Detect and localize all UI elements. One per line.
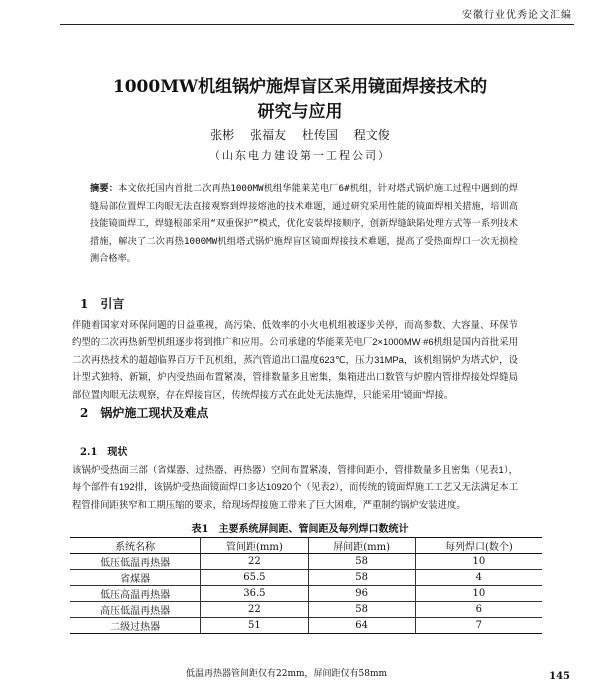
table-cell: 58 bbox=[308, 554, 415, 570]
table-cell: 51 bbox=[201, 618, 308, 634]
page-number: 145 bbox=[549, 671, 570, 682]
table-cell: 省煤器 bbox=[70, 570, 201, 586]
author-name: 杜传国 bbox=[301, 128, 338, 142]
author-name: 程文俊 bbox=[353, 128, 390, 142]
table-row bbox=[70, 570, 542, 586]
table-footnote: 低温再热器管间距仅有22mm，屏间距仅有58mm bbox=[186, 669, 388, 679]
author-list bbox=[0, 126, 600, 143]
running-head: 安徽行业优秀论文汇编 bbox=[462, 10, 572, 21]
author-name: 张福友 bbox=[250, 128, 287, 142]
table-cell: 96 bbox=[308, 586, 415, 602]
table-row bbox=[70, 602, 542, 618]
abstract bbox=[90, 180, 518, 268]
paper-title-line-2: 研究与应用 bbox=[257, 102, 343, 122]
table-row bbox=[70, 586, 542, 602]
header-rule bbox=[60, 24, 574, 25]
table-cell: 58 bbox=[308, 570, 415, 586]
table-row bbox=[70, 554, 542, 570]
column-header: 每列焊口(数个) bbox=[415, 538, 542, 554]
data-table bbox=[70, 537, 542, 634]
column-header: 屏间距(mm) bbox=[308, 538, 415, 554]
table-cell: 6 bbox=[415, 602, 542, 618]
table-cell: 高压低温再热器 bbox=[70, 602, 201, 618]
table-caption: 表1 主要系统屏间距、管间距及每列焊口数统计 bbox=[191, 524, 409, 535]
section-1-paragraph: 伴随着国家对环保问题的日益重视，高污染、低效率的小火电机组被逐步关停，而高参数、大容量、环保节约型的二次再热新型机组逐步将到推广和应用。公司承建的华能莱芜电厂2×1000MW #6机组是国内首批采用二次再热技术的超超临界百万千瓦机组，蒸汽管道出口温度623℃，压力31MPa，该机组锅炉为塔式炉，设计型式独特、新颖，炉内受热面布置紧凑，管排数量多且密集，集箱进出口数管与炉膛内管排焊接处焊缝局部位置肉眼无法观察，存在焊接盲区，传统焊接方式在此处无法施焊，只能采用“镜面”焊接。 bbox=[72, 319, 518, 400]
abstract-label: 摘要： bbox=[90, 183, 119, 194]
affiliation: （山东电力建设第一工程公司） bbox=[209, 149, 391, 162]
section-2-heading: 2 锅炉施工现状及难点 bbox=[80, 406, 209, 420]
table-cell: 64 bbox=[308, 618, 415, 634]
table-cell: 低压高温再热器 bbox=[70, 586, 201, 602]
abstract-text: 本文依托国内首批二次再热1000MW机组华能莱芜电厂6#机组，针对塔式锅炉施工过程中遇到的焊缝局部位置焊工肉眼无法直接观察到焊接熔池的技术难题，通过研究采用性能的镜面焊相关措施，培训高技能镜面焊工，焊缝根部采用“双重保护”模式，优化安装焊接顺序，创新焊缝缺陷处理方式等一系列技术措施，解决了二次再热1000MW机组塔式锅炉施焊盲区镜面焊接技术难题，提高了受热面焊口一次无损检测合格率。 bbox=[90, 183, 519, 265]
table-row bbox=[70, 618, 542, 634]
table-cell: 10 bbox=[415, 554, 542, 570]
column-header: 管间距(mm) bbox=[201, 538, 308, 554]
table-cell: 10 bbox=[415, 586, 542, 602]
table-header-row bbox=[70, 538, 542, 554]
section-1-heading: 1 引言 bbox=[80, 297, 125, 311]
subsection-2-1-paragraph: 该锅炉受热面三部（省煤器、过热器、再热器）空间布置紧凑，管排间距小，管排数量多且密集（见表1），每个部件有192排，该锅炉受热面镜面焊口多达10920个（见表2），而传统的镜面焊施工工艺又无法满足本工程管排间距狭窄和工期压缩的要求，给现场焊接施工带来了巨大困难，严重制约锅炉安装进度。 bbox=[72, 464, 518, 510]
table-cell: 65.5 bbox=[201, 570, 308, 586]
author-name: 张彬 bbox=[210, 128, 235, 142]
column-header: 系统名称 bbox=[70, 538, 201, 554]
table-cell: 36.5 bbox=[201, 586, 308, 602]
paper-title-line-1: 1000MW机组锅炉施焊盲区采用镜面焊接技术的 bbox=[112, 77, 488, 97]
subsection-2-1-heading: 2.1 现状 bbox=[80, 447, 128, 458]
table-cell: 22 bbox=[201, 554, 308, 570]
table-cell: 58 bbox=[308, 602, 415, 618]
table-cell: 低压低温再热器 bbox=[70, 554, 201, 570]
table-cell: 4 bbox=[415, 570, 542, 586]
table-cell: 7 bbox=[415, 618, 542, 634]
table-cell: 二级过热器 bbox=[70, 618, 201, 634]
table-cell: 22 bbox=[201, 602, 308, 618]
